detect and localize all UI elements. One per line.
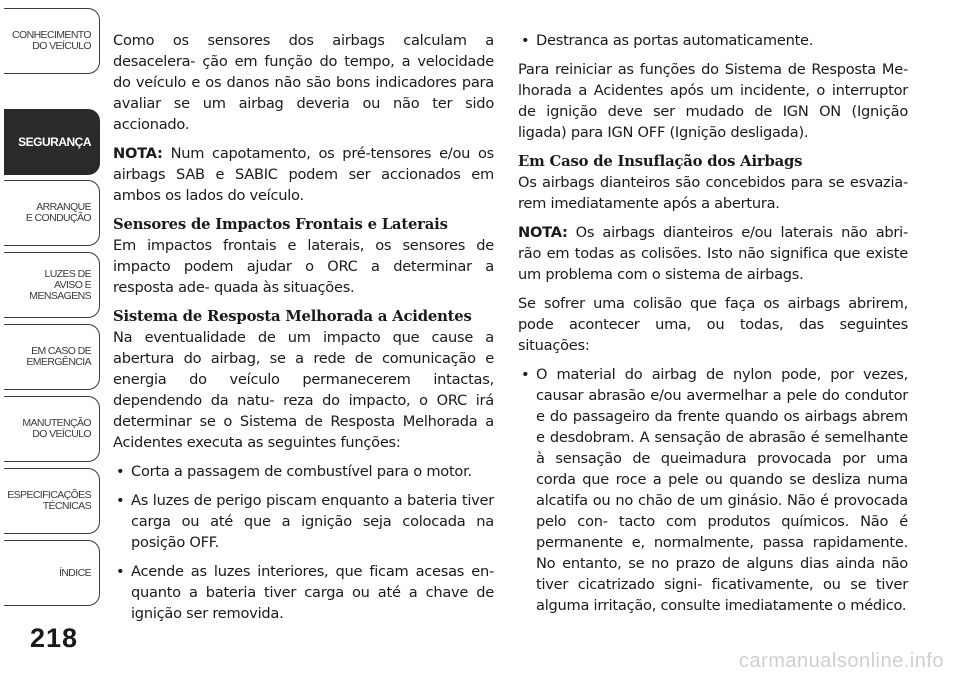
note-text: Num capotamento, os pré-tensores e/ou os airbags SAB e SABIC podem ser accionados em ambos os lados do veículo.	[113, 145, 494, 204]
tab-label: ARRANQUE E CONDUÇÃO	[25, 201, 91, 224]
note-label: NOTA:	[518, 224, 568, 241]
section-heading: Em Caso de Insuflação dos Airbags	[518, 153, 803, 170]
tab-manutencao-do-veiculo[interactable]	[4, 396, 100, 462]
tab-arranque-e-conducao[interactable]	[4, 180, 100, 246]
bullet-list	[518, 30, 908, 51]
note	[113, 143, 494, 206]
watermark: carmanualsonline.info	[738, 650, 944, 672]
note	[518, 222, 908, 285]
list-item: • Acende as luzes interiores, que ficam acesas en- quanto a bateria tiver carga ou até a chave de ignição ser removida.	[113, 561, 494, 624]
bullet-list	[113, 461, 494, 624]
section-heading: Sensores de Impactos Frontais e Laterais	[113, 216, 448, 233]
section-tabs-sidebar	[0, 0, 104, 678]
paragraph: Na eventualidade de um impacto que cause a abertura do airbag, se a rede de comunicação e energia do veículo permanecerem intactas, dependendo da natu- reza do impacto, o ORC irá determinar se o Sistema de Resposta Melhorada a Acidentes executa as seguintes funções:	[113, 329, 494, 451]
bullet-list	[518, 364, 908, 616]
paragraph: Para reiniciar as funções do Sistema de Resposta Me- lhorada a Acidentes após um incidente, o interruptor de ignição deve ser mudado de IGN ON (Ignição ligada) para IGN OFF (Ignição desligada).	[518, 61, 908, 141]
paragraph: Em impactos frontais e laterais, os sensores de impacto podem ajudar o ORC a determinar a resposta ade- quada às situações.	[113, 237, 494, 296]
tab-em-caso-de-emergencia[interactable]	[4, 324, 100, 390]
tab-indice[interactable]	[4, 540, 100, 606]
list-item: • As luzes de perigo piscam enquanto a bateria tiver carga ou até que a ignição seja colocada na posição OFF.	[113, 490, 494, 553]
paragraph: Como os sensores dos airbags calculam a desacelera- ção em função do tempo, a velocidade do veículo e os danos não são bons indicadores para avaliar se um airbag deveria ou não ter sido accionado.	[113, 32, 494, 133]
tab-label: CONHECIMENTO DO VEÍCULO	[12, 29, 91, 52]
paragraph: Se sofrer uma colisão que faça os airbags abrirem, pode acontecer uma, ou todas, das seguintes situações:	[518, 295, 908, 354]
paragraph: Os airbags dianteiros são concebidos para se esvazia- rem imediatamente após a abertura.	[518, 174, 908, 212]
tab-label: SEGURANÇA	[18, 134, 91, 149]
tab-seguranca[interactable]	[4, 109, 100, 175]
tab-label: ÍNDICE	[59, 566, 91, 579]
tab-label: LUZES DE AVISO E MENSAGENS	[29, 267, 91, 302]
list-item: • Destranca as portas automaticamente.	[518, 30, 908, 51]
tab-luzes-de-aviso[interactable]	[4, 252, 100, 318]
tab-especificacoes-tecnicas[interactable]	[4, 468, 100, 534]
section-heading: Sistema de Resposta Melhorada a Acidentes	[113, 308, 472, 325]
list-item: • Corta a passagem de combustível para o motor.	[113, 461, 494, 482]
note-label: NOTA:	[113, 145, 163, 162]
list-item: • O material do airbag de nylon pode, por vezes, causar abrasão e/ou avermelhar a pele do condutor e do passageiro da frente quando os airbags abrem e desdobram. A sensação de abrasão é semelhante à sensação de queimadura provocada por uma corda que roce a pele ou quando se desliza numa alcatifa ou no chão de um ginásio. Não é provocada pelo con- tacto com produtos químicos. Não é permanente e, normalmente, passa rapidamente. No entanto, se no prazo de alguns dias ainda não tiver cicatrizado signi- ficativamente, ou se tiver alguma irritação, consulte imediatamente o médico.	[518, 364, 908, 616]
tab-conhecimento-do-veiculo[interactable]	[4, 8, 100, 74]
right-column	[518, 30, 908, 624]
tab-label: ESPECIFICAÇÕES TÉCNICAS	[7, 489, 91, 512]
page-number: 218	[30, 623, 79, 653]
note-text: Os airbags dianteiros e/ou laterais não abri- rão em todas as colisões. Isto não significa que existe um problema com o sistema de airbags.	[518, 224, 908, 283]
tab-label: EM CASO DE EMERGÊNCIA	[26, 345, 91, 368]
tab-label: MANUTENÇÃO DO VEÍCULO	[22, 417, 91, 440]
left-column	[113, 30, 494, 632]
